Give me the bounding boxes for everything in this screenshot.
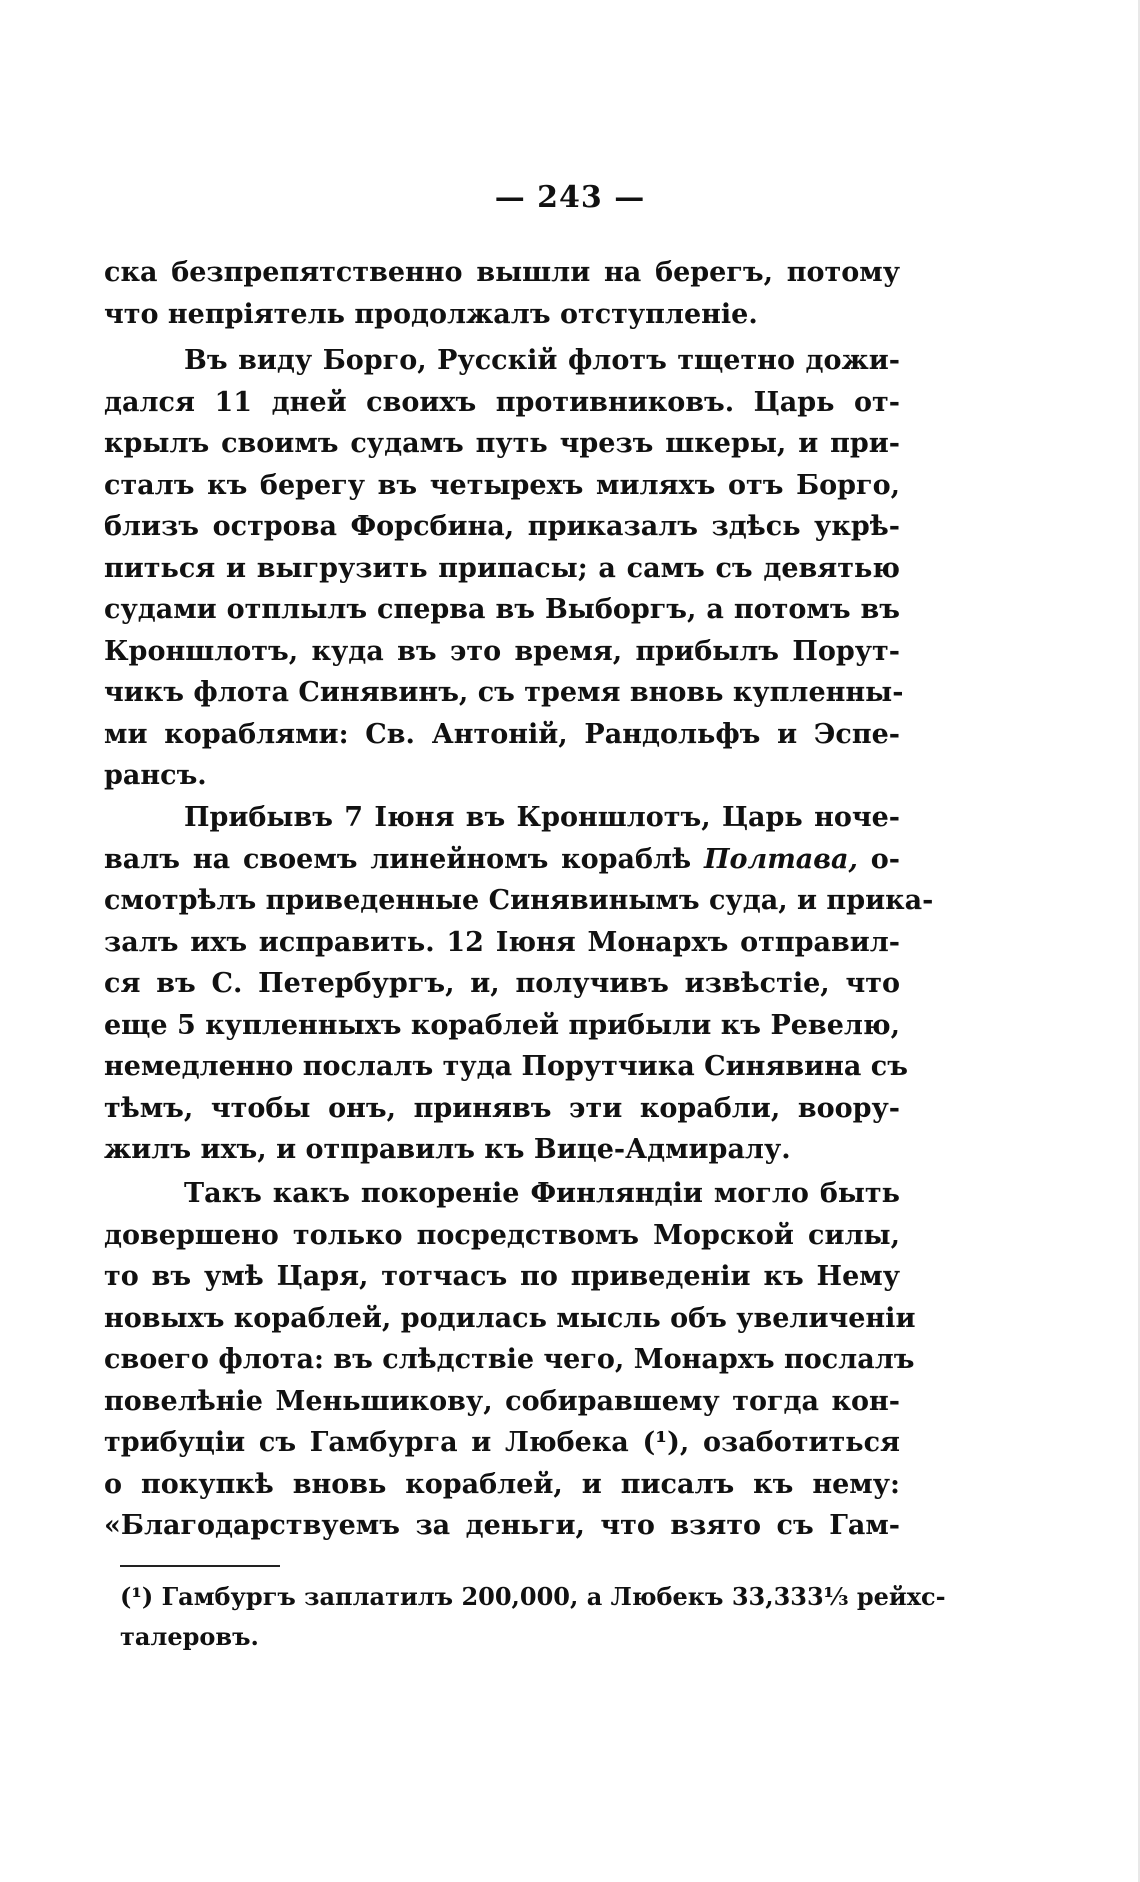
text-line: чикъ флота Синявинъ, съ тремя вновь купленны-: [104, 677, 904, 708]
text-line: «Благодарствуемъ за деньги, что взято съ Гам-: [104, 1510, 900, 1541]
text-line: своего флота: въ слѣдствіе чего, Монархъ послалъ: [104, 1344, 915, 1375]
text-line: ми кораблями: Св. Антоній, Рандольфъ и Эспе-: [104, 718, 900, 750]
text-line: Такъ какъ покореніе Финляндіи могло быть: [184, 1178, 900, 1209]
text-line: судами отплылъ сперва въ Выборгъ, а потомъ въ: [104, 594, 900, 625]
text-line: питься и выгрузить припасы; а самъ съ девятью: [104, 552, 900, 584]
text-line: повелѣніе Меньшикову, собиравшему тогда кон-: [104, 1385, 900, 1417]
ship-name: Полтава,: [703, 843, 858, 875]
text-line: трибуціи съ Гамбурга и Любека (¹), озаботиться: [104, 1427, 900, 1458]
text-line: ска безпрепятственно вышли на берегъ, потому: [104, 257, 900, 288]
text-line: смотрѣлъ приведенные Синявинымъ суда, и прика-: [104, 885, 934, 916]
text-run: о-: [857, 843, 900, 875]
text-line: дался 11 дней своихъ противниковъ. Царь от-: [104, 386, 900, 418]
text-run: валъ на своемъ линейномъ кораблѣ: [104, 843, 704, 875]
text-line: Кроншлотъ, куда въ это время, прибылъ Порут-: [104, 635, 900, 667]
text-line: немедленно послалъ туда Порутчика Синявина съ: [104, 1051, 908, 1082]
footnote-divider: [120, 1565, 280, 1567]
text-line: Прибывъ 7 Іюня въ Кроншлотъ, Царь ноче-: [184, 802, 900, 833]
text-line: новыхъ кораблей, родилась мысль объ увеличеніи: [104, 1302, 916, 1334]
text-line: сталъ къ берегу въ четырехъ миляхъ отъ Борго,: [104, 469, 900, 501]
paragraph-finland: [104, 1173, 916, 1547]
text-line: рансъ.: [104, 760, 207, 791]
footnote: [120, 1577, 946, 1657]
text-line: то въ умѣ Царя, тотчасъ по приведеніи къ Нему: [104, 1261, 900, 1292]
page-number: — 243 —: [494, 180, 646, 215]
paragraph-borgo: [104, 340, 904, 797]
paragraph-kronshlot: [104, 797, 934, 1171]
text-line: близъ острова Форсбина, приказалъ здѣсь укрѣ-: [104, 511, 900, 542]
text-line: еще 5 купленныхъ кораблей прибыли къ Ревелю,: [104, 1009, 900, 1041]
paragraph-continuation: [104, 252, 900, 335]
text-line: Въ виду Борго, Русскій флотъ тщетно дожи-: [184, 345, 900, 376]
footnote-line: талеровъ.: [120, 1622, 259, 1651]
text-line: залъ ихъ исправить. 12 Іюня Монархъ отправил-: [104, 926, 900, 958]
footnote-line: (¹) Гамбургъ заплатилъ 200,000, а Любекъ 33,333⅓ рейхс-: [120, 1582, 946, 1611]
text-line: ся въ С. Петербургъ, и, получивъ извѣстіе, что: [104, 968, 900, 999]
text-line: тѣмъ, чтобы онъ, принявъ эти корабли, воору-: [104, 1092, 900, 1124]
text-line: о покупкѣ вновь кораблей, и писалъ къ нему:: [104, 1468, 900, 1500]
text-line: крылъ своимъ судамъ путь чрезъ шкеры, и при-: [104, 428, 900, 459]
text-line-with-ship-name: [104, 839, 900, 881]
text-line: что непріятель продолжалъ отступленіе.: [104, 298, 758, 330]
text-line: жилъ ихъ, и отправилъ къ Вице-Адмиралу.: [104, 1134, 791, 1165]
text-line: довершено только посредствомъ Морской силы,: [104, 1219, 900, 1251]
